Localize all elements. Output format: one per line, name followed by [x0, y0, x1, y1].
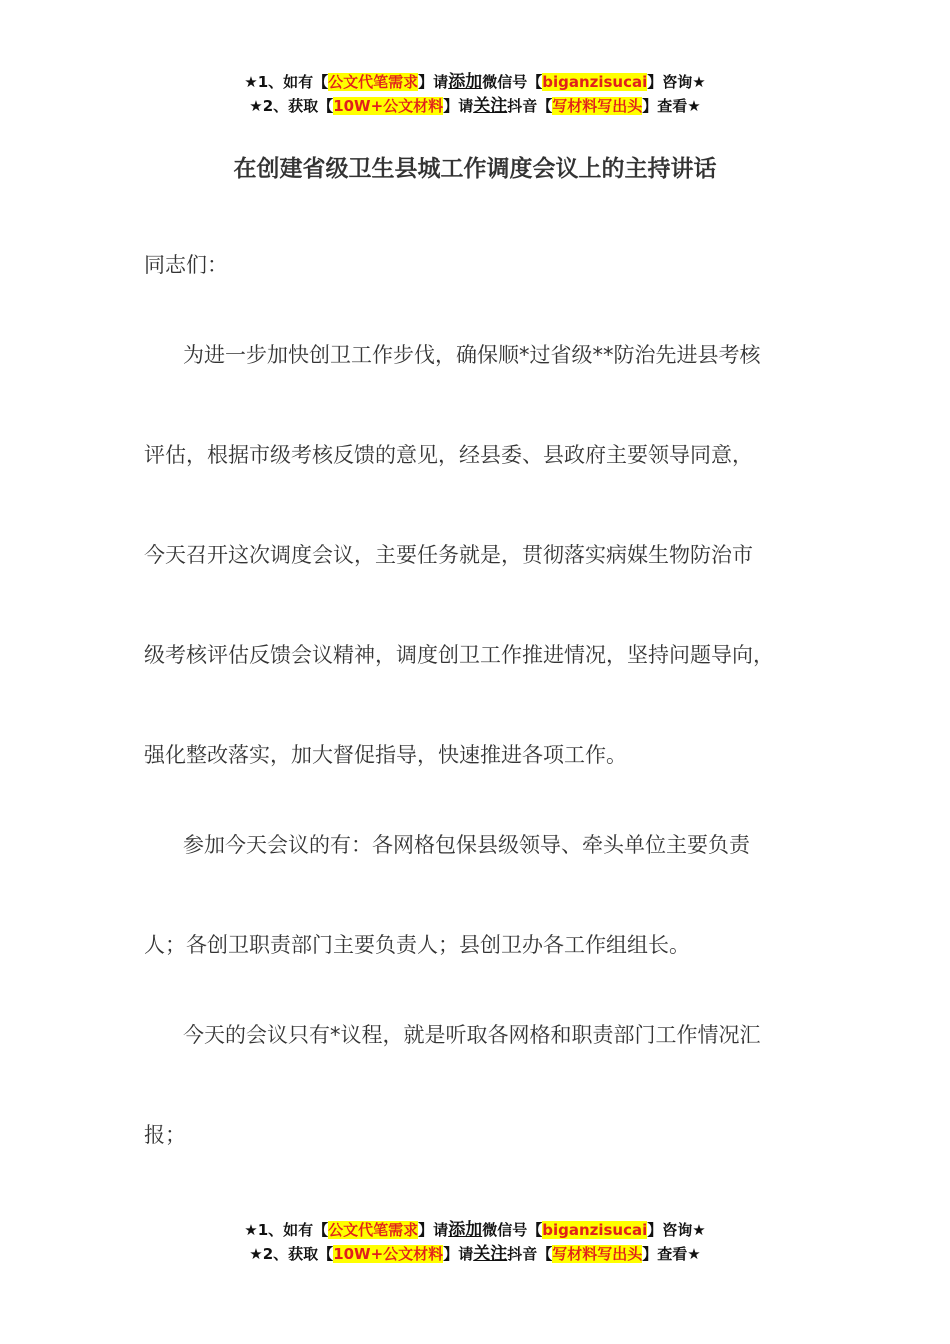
promo-line-1 — [0, 70, 950, 94]
promo-line-1-highlight-service: 公文代笔需求 — [328, 1221, 419, 1239]
body-line: 评估，根据市级考核反馈的意见，经县委、县政府主要领导同意， — [144, 443, 753, 467]
document-title: 在创建省级卫生县城工作调度会议上的主持讲话 — [233, 156, 717, 182]
promo-line-1-mid2: 微信号【 — [482, 1221, 543, 1239]
promo-line-1-highlight-wechat: biganzisucai — [542, 73, 648, 91]
promo-line-1 — [0, 1218, 950, 1242]
promo-line-2-mid2: 抖音【 — [507, 1245, 553, 1263]
promo-line-1-mid: 】请 — [418, 73, 449, 91]
promo-line-2 — [0, 1242, 950, 1266]
promo-line-1-highlight-wechat: biganzisucai — [542, 1221, 648, 1239]
promo-line-2-highlight-materials: 10W+公文材料 — [333, 1245, 444, 1263]
promo-line-2-highlight-douyin: 写材料写出头 — [552, 1245, 643, 1263]
promo-line-1-mid2: 微信号【 — [482, 73, 543, 91]
promo-line-2-emphasis: 关注 — [473, 96, 508, 116]
promo-line-2-mid: 】请 — [443, 97, 474, 115]
promo-line-1-suffix: 】咨询★ — [647, 1221, 706, 1239]
body-line: 报； — [144, 1123, 186, 1147]
body-line: 参加今天会议的有：各网格包保县级领导、牵头单位主要负责 — [183, 833, 750, 857]
promo-line-2-emphasis: 关注 — [473, 1244, 508, 1264]
salutation: 同志们： — [144, 253, 228, 277]
promo-line-2-suffix: 】查看★ — [642, 1245, 701, 1263]
promo-line-2-suffix: 】查看★ — [642, 97, 701, 115]
promo-line-1-emphasis: 添加 — [448, 1220, 483, 1240]
promo-banner-top — [0, 70, 950, 118]
promo-line-2-mid: 】请 — [443, 1245, 474, 1263]
body-line: 强化整改落实，加大督促指导，快速推进各项工作。 — [144, 743, 627, 767]
promo-line-1-prefix: ★1、如有【 — [244, 73, 329, 91]
body-line: 为进一步加快创卫工作步伐，确保顺*过省级**防治先进县考核 — [183, 343, 761, 367]
promo-line-2-highlight-douyin: 写材料写出头 — [552, 97, 643, 115]
promo-line-1-highlight-service: 公文代笔需求 — [328, 73, 419, 91]
promo-line-2-mid2: 抖音【 — [507, 97, 553, 115]
promo-line-1-prefix: ★1、如有【 — [244, 1221, 329, 1239]
promo-line-2-prefix: ★2、获取【 — [249, 97, 334, 115]
promo-line-2-highlight-materials: 10W+公文材料 — [333, 97, 444, 115]
body-line: 级考核评估反馈会议精神，调度创卫工作推进情况，坚持问题导向， — [144, 643, 774, 667]
promo-line-2 — [0, 94, 950, 118]
promo-line-1-emphasis: 添加 — [448, 72, 483, 92]
body-line: 今天召开这次调度会议，主要任务就是，贯彻落实病媒生物防治市 — [144, 543, 753, 567]
promo-line-2-prefix: ★2、获取【 — [249, 1245, 334, 1263]
promo-banner-bottom — [0, 1218, 950, 1266]
body-line: 人；各创卫职责部门主要负责人；县创卫办各工作组组长。 — [144, 933, 690, 957]
promo-line-1-suffix: 】咨询★ — [647, 73, 706, 91]
promo-line-1-mid: 】请 — [418, 1221, 449, 1239]
body-line: 今天的会议只有*议程，就是听取各网格和职责部门工作情况汇 — [183, 1023, 761, 1047]
